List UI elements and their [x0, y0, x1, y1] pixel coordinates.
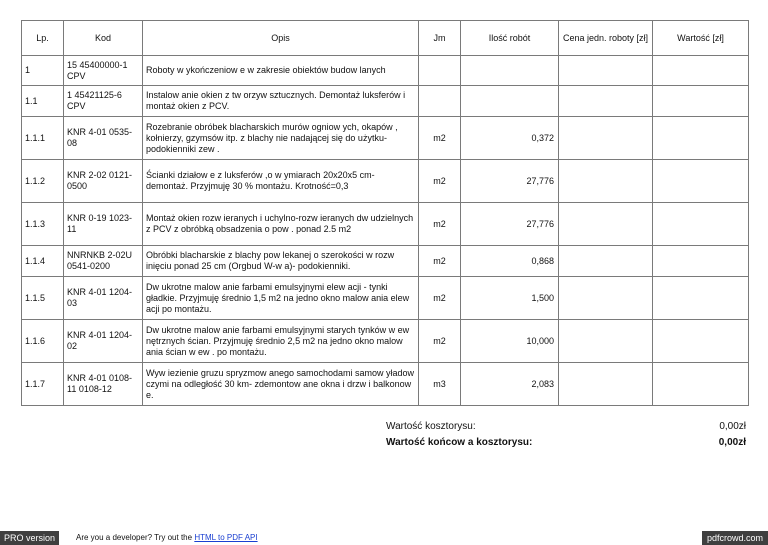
table-row	[22, 277, 749, 320]
cell-ilosc: 27,776	[461, 160, 559, 203]
cell-cena	[559, 56, 653, 86]
cell-opis: Ścianki działow e z luksferów ,o w ymiarach 20x20x5 cm- demontaż. Przyjmuję 30 % montażu. Krotność=0,3	[143, 160, 419, 203]
pdfcrowd-brand-badge[interactable]: pdfcrowd.com	[702, 531, 768, 545]
cell-opis: Wyw iezienie gruzu spryzmow anego samochodami samow yładow czymi na odległość 30 km- zdemontow ane okna i drzw i balkonow e.	[143, 363, 419, 406]
cell-kod: KNR 4-01 1204-03	[64, 277, 143, 320]
cell-ilosc: 10,000	[461, 320, 559, 363]
cell-ilosc: 27,776	[461, 203, 559, 246]
cell-wartosc	[653, 363, 749, 406]
cell-lp: 1.1.5	[22, 277, 64, 320]
koncowa-label: Wartość końcow a kosztorysu:	[386, 437, 533, 448]
developer-promo	[76, 532, 258, 544]
cell-lp: 1.1.4	[22, 246, 64, 277]
cell-opis: Dw ukrotne malow anie farbami emulsyjnymi starych tynków w ew nętrznych ścian. Przyjmuję średnio 2,5 m2 na jedno okno malow ania ścian w ew . po montażu.	[143, 320, 419, 363]
table-row	[22, 320, 749, 363]
cell-jm: m3	[419, 363, 461, 406]
table-row	[22, 363, 749, 406]
cell-opis: Roboty w ykończeniow e w zakresie obiektów budow lanych	[143, 56, 419, 86]
cell-ilosc: 2,083	[461, 363, 559, 406]
header-kod: Kod	[64, 21, 143, 56]
cell-lp: 1.1.2	[22, 160, 64, 203]
cell-lp: 1.1.1	[22, 117, 64, 160]
table-row	[22, 117, 749, 160]
cell-lp: 1.1.7	[22, 363, 64, 406]
cell-wartosc	[653, 117, 749, 160]
cell-jm	[419, 56, 461, 86]
cell-opis: Rozebranie obróbek blacharskich murów ogniow ych, okapów , kołnierzy, gzymsów itp. z blachy nie nadającej się do użytku- podokienniki zew .	[143, 117, 419, 160]
table-row	[22, 56, 749, 86]
cell-jm: m2	[419, 246, 461, 277]
cell-kod: KNR 4-01 0108-11 0108-12	[64, 363, 143, 406]
cell-lp: 1.1	[22, 86, 64, 117]
cell-jm: m2	[419, 320, 461, 363]
cell-kod: KNR 4-01 0535-08	[64, 117, 143, 160]
cell-jm	[419, 86, 461, 117]
pro-version-badge[interactable]: PRO version	[0, 531, 59, 545]
summary-row-kosztorys	[386, 419, 746, 435]
cell-cena	[559, 246, 653, 277]
html-to-pdf-api-link[interactable]: HTML to PDF API	[194, 533, 258, 542]
cell-cena	[559, 86, 653, 117]
cell-opis: Obróbki blacharskie z blachy pow lekanej o szerokości w rozw inięciu ponad 25 cm (Orgbud W-w a)- podokienniki.	[143, 246, 419, 277]
cell-cena	[559, 117, 653, 160]
header-lp: Lp.	[22, 21, 64, 56]
cell-lp: 1	[22, 56, 64, 86]
cell-kod: 1 45421125-6 CPV	[64, 86, 143, 117]
cell-wartosc	[653, 160, 749, 203]
cell-cena	[559, 160, 653, 203]
cell-kod: 15 45400000-1 CPV	[64, 56, 143, 86]
cell-kod: KNR 2-02 0121-0500	[64, 160, 143, 203]
cost-estimate-table	[21, 20, 749, 406]
cell-opis: Montaż okien rozw ieranych i uchylno-rozw ieranych dw udzielnych z PCV z obróbką obsadzenia o pow . ponad 2.5 m2	[143, 203, 419, 246]
cell-lp: 1.1.3	[22, 203, 64, 246]
cell-jm: m2	[419, 203, 461, 246]
table-row	[22, 246, 749, 277]
cell-cena	[559, 277, 653, 320]
cell-kod: KNR 0-19 1023-11	[64, 203, 143, 246]
cell-ilosc: 0,372	[461, 117, 559, 160]
cell-wartosc	[653, 320, 749, 363]
cell-lp: 1.1.6	[22, 320, 64, 363]
cell-ilosc	[461, 86, 559, 117]
kosztorys-value: 0,00zł	[719, 421, 746, 432]
header-jm: Jm	[419, 21, 461, 56]
cell-cena	[559, 203, 653, 246]
cell-jm: m2	[419, 160, 461, 203]
cell-ilosc: 0,868	[461, 246, 559, 277]
cell-ilosc	[461, 56, 559, 86]
cell-wartosc	[653, 56, 749, 86]
cell-ilosc: 1,500	[461, 277, 559, 320]
cell-opis: Instalow anie okien z tw orzyw sztucznych. Demontaż luksferów i montaż okien z PCV.	[143, 86, 419, 117]
header-opis: Opis	[143, 21, 419, 56]
table-row	[22, 86, 749, 117]
cell-cena	[559, 320, 653, 363]
cell-cena	[559, 363, 653, 406]
footer-bar	[0, 530, 768, 545]
table-row	[22, 203, 749, 246]
header-wartosc: Wartość [zł]	[653, 21, 749, 56]
koncowa-value: 0,00zł	[718, 437, 746, 448]
header-ilosc: Ilość robót	[461, 21, 559, 56]
cell-wartosc	[653, 203, 749, 246]
cell-kod: NNRNKB 2-02U 0541-0200	[64, 246, 143, 277]
cell-kod: KNR 4-01 1204-02	[64, 320, 143, 363]
cell-wartosc	[653, 86, 749, 117]
cell-wartosc	[653, 277, 749, 320]
kosztorys-label: Wartość kosztorysu:	[386, 421, 476, 432]
summary-row-koncowa	[386, 435, 746, 451]
cell-wartosc	[653, 246, 749, 277]
header-cena: Cena jedn. roboty [zł]	[559, 21, 653, 56]
cell-jm: m2	[419, 277, 461, 320]
developer-promo-text: Are you a developer? Try out the	[76, 533, 193, 542]
cell-opis: Dw ukrotne malow anie farbami emulsyjnymi elew acji - tynki gładkie. Przyjmuję średnio 1,5 m2 na jedno okno malow ania elew acji po montażu.	[143, 277, 419, 320]
summary-block	[386, 419, 746, 451]
table-header-row	[22, 21, 749, 56]
table-row	[22, 160, 749, 203]
cell-jm: m2	[419, 117, 461, 160]
